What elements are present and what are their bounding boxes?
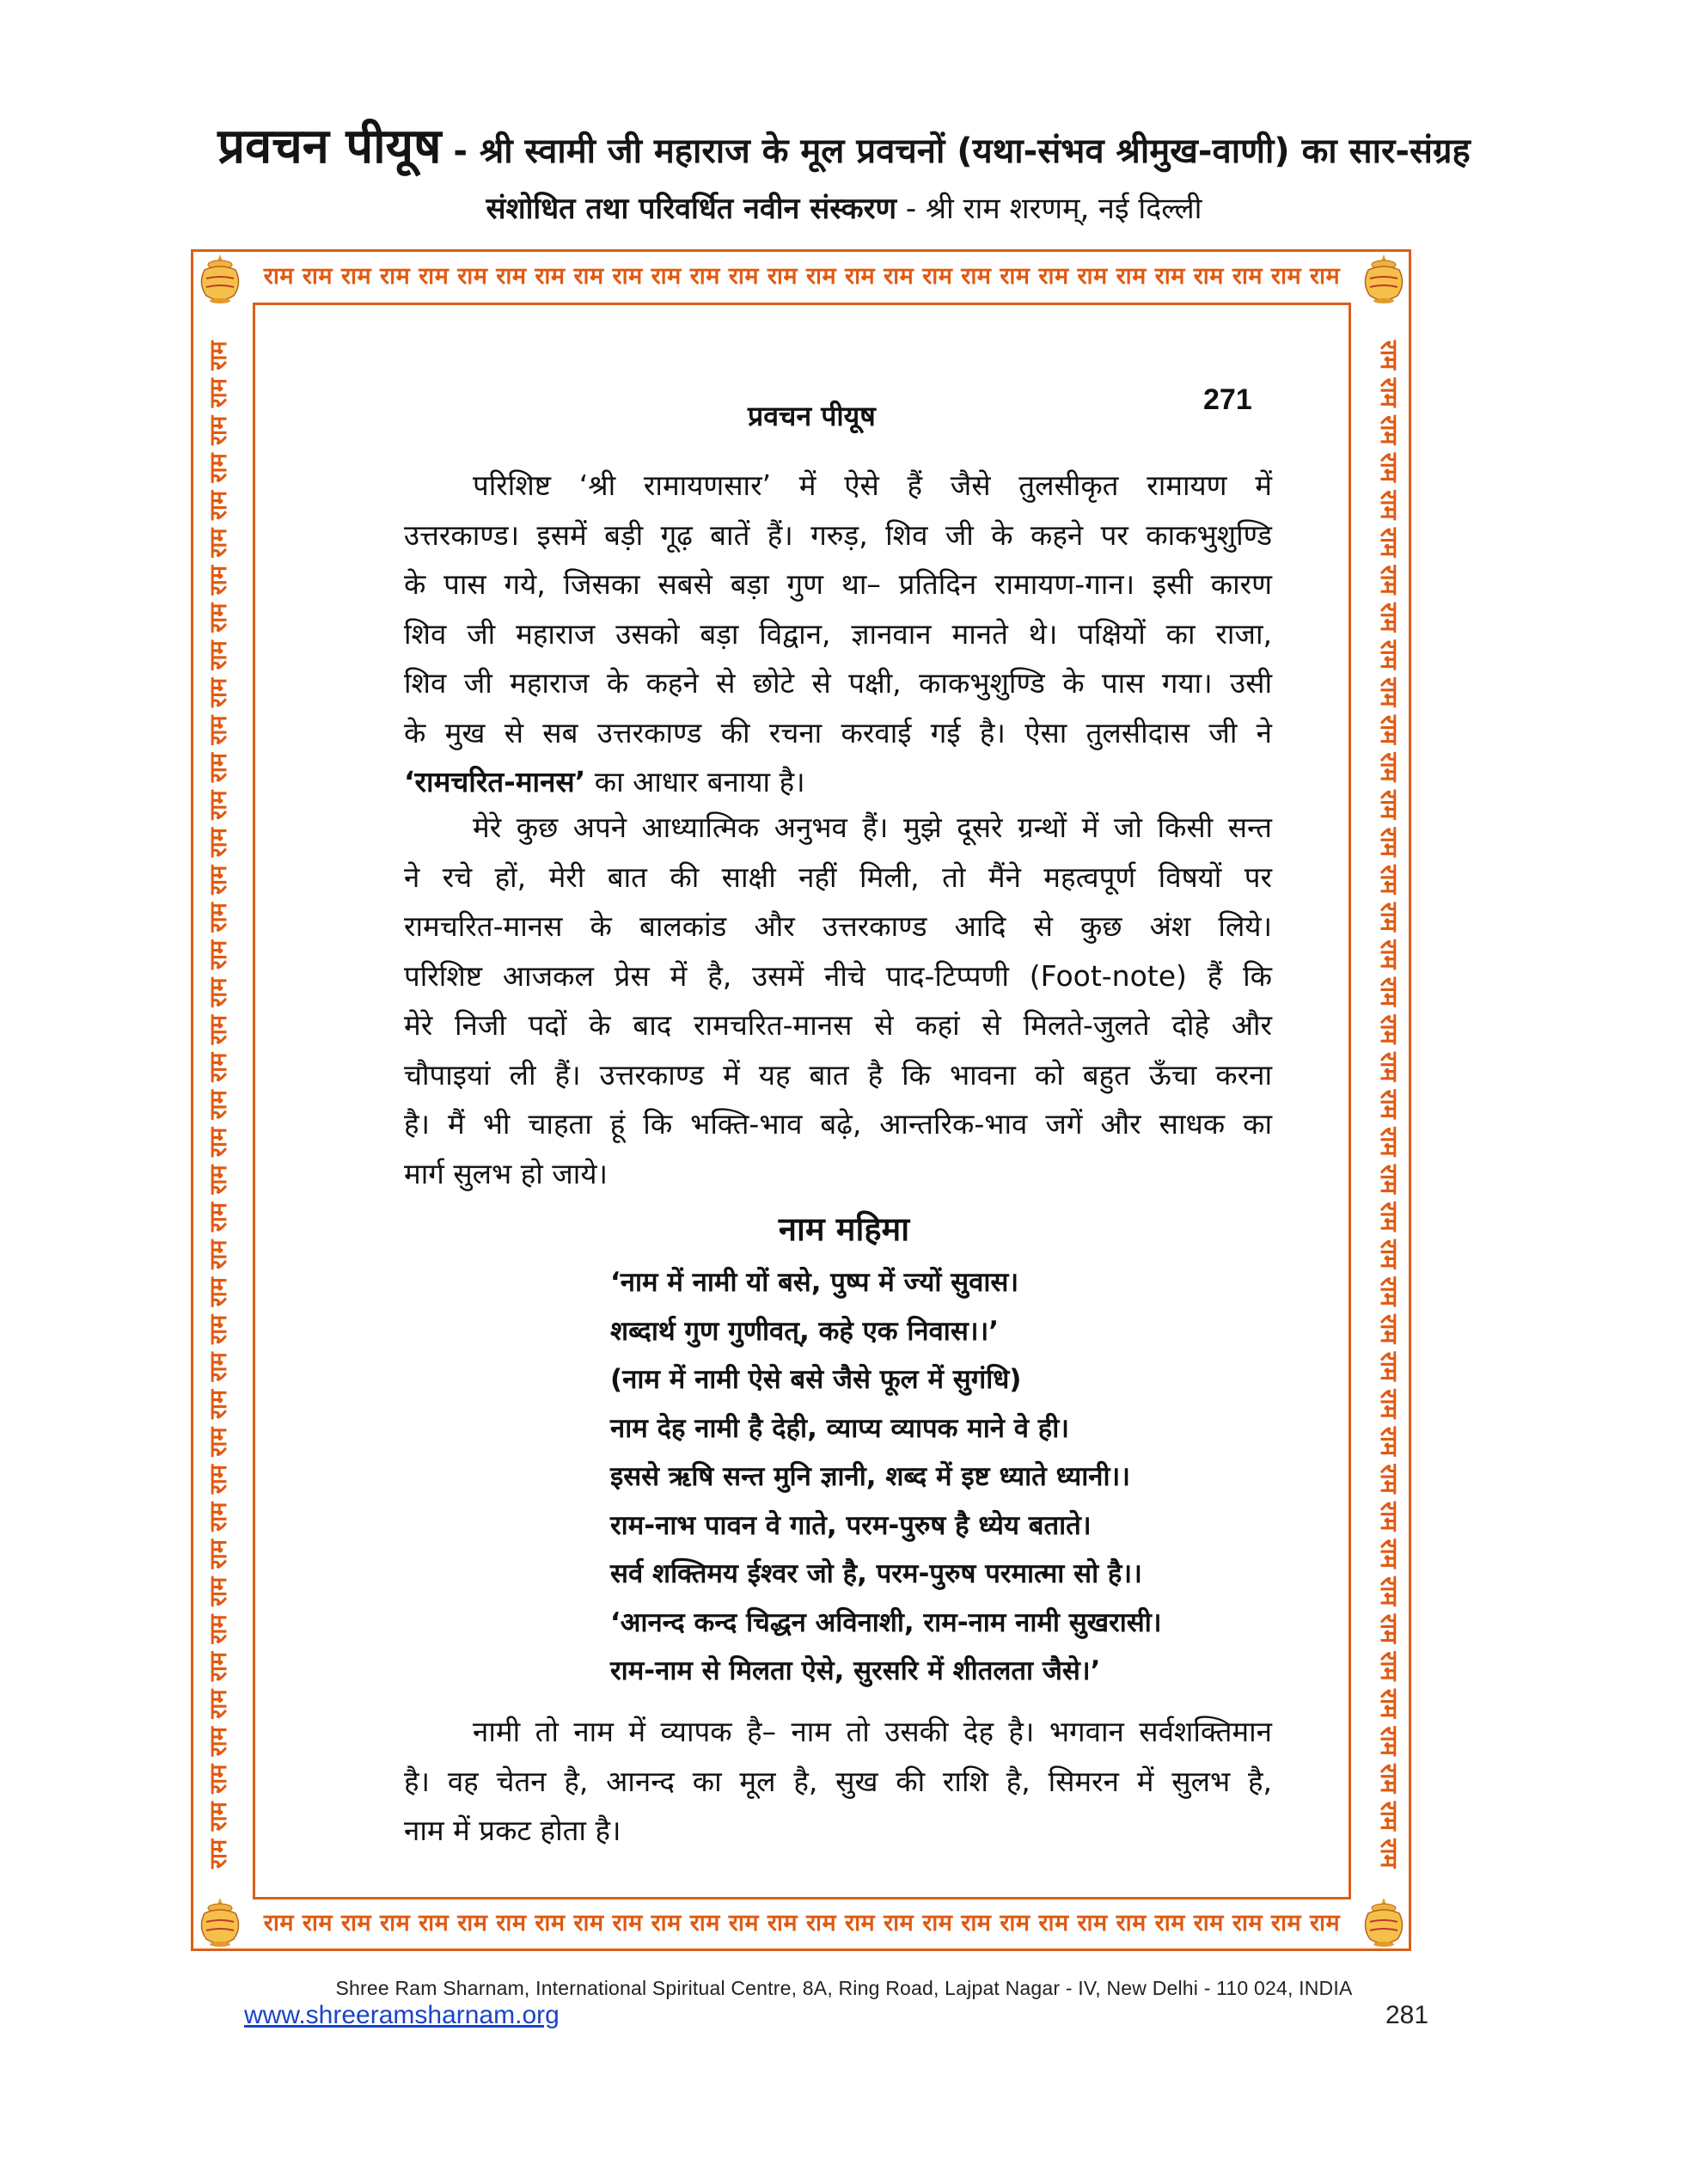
text-line: है। वह चेतन है, आनन्द का मूल है, सुख की राशि है, सिमरन में सुलभ है, — [404, 1764, 1272, 1798]
book-name: ‘रामचरित-मानस’ — [404, 765, 586, 798]
book-title: प्रवचन पीयूष — [217, 119, 442, 174]
document-header-title — [0, 112, 1688, 177]
kalash-icon — [1360, 1896, 1408, 1949]
text-line: उत्तरकाण्ड। इसमें बड़ी गूढ़ बातें हैं। गरुड़, शिव जी के कहने पर काकभुशुण्डि — [404, 517, 1272, 552]
text-line: चौपाइयां ली हैं। उत्तरकाण्ड में यह बात है कि भावना को बहुत ऊँचा करना — [404, 1057, 1272, 1092]
text-fragment: का आधार बनाया है। — [585, 765, 805, 798]
verse-line: शब्दार्थ गुण गुणीवत्, कहे एक निवास।।’ — [610, 1315, 1000, 1347]
verse-line: (नाम में नामी ऐसे बसे जैसे फूल में सुगंधि) — [610, 1364, 1022, 1395]
kalash-icon — [1360, 253, 1408, 306]
text-line: नाम में प्रकट होता है। — [404, 1814, 621, 1847]
page-running-title: प्रवचन पीयूष — [748, 400, 876, 432]
text-line: मेरे कुछ अपने आध्यात्मिक अनुभव हैं। मुझे दूसरे ग्रन्थों में जो किसी सन्त — [473, 811, 1272, 844]
ram-border-bottom: राम राम राम राम राम राम राम राम राम राम राम राम राम राम राम राम राम राम राम राम राम राम राम राम राम राम राम राम — [263, 1910, 1341, 1936]
ram-border-top: राम राम राम राम राम राम राम राम राम राम राम राम राम राम राम राम राम राम राम राम राम राम राम राम राम राम राम राम — [263, 263, 1341, 290]
website-link[interactable]: www.shreeramsharnam.org — [244, 2001, 560, 2029]
text-line: है। मैं भी चाहता हूं कि भक्ति-भाव बढ़े, आन्तरिक-भाव जगें और साधक का — [404, 1107, 1272, 1141]
section-heading: नाम महिमा — [778, 1210, 910, 1248]
paragraph — [404, 1707, 1272, 1856]
text-line: रामचरित-मानस के बालकांड और उत्तरकाण्ड आदि से कुछ अंश लिये। — [404, 909, 1272, 943]
ram-border-right: राम राम राम राम राम राम राम राम राम राम राम राम राम राम राम राम राम राम राम राम राम राम राम राम राम राम राम राम राम राम राम राम राम राम राम राम राम राम राम राम राम — [1375, 340, 1402, 1869]
footer-page-number: 281 — [1385, 2001, 1429, 2029]
verse-line: ‘आनन्द कन्द चिद्धन अविनाशी, राम-नाम नामी सुखरासी। — [610, 1606, 1162, 1638]
publisher-label: - श्री राम शरणम्, नई दिल्ली — [896, 192, 1202, 226]
text-line — [404, 757, 1272, 807]
text-line: के मुख से सब उत्तरकाण्ड की रचना करवाई गई है। ऐसा तुलसीदास जी ने — [404, 715, 1272, 749]
text-line: शिव जी महाराज के कहने से छोटे से पक्षी, काकभुशुण्डि के पास गया। उसी — [404, 666, 1272, 700]
text-line: मार्ग सुलभ हो जाये। — [404, 1156, 608, 1190]
page-number: 271 — [1203, 383, 1252, 416]
text-line: मेरे निजी पदों के बाद रामचरित-मानस से कहां से मिलते-जुलते दोहे और — [404, 1008, 1272, 1042]
text-line: नामी तो नाम में व्यापक है– नाम तो उसकी देह है। भगवान सर्वशक्तिमान — [473, 1715, 1272, 1748]
ram-border-left: राम राम राम राम राम राम राम राम राम राम राम राम राम राम राम राम राम राम राम राम राम राम राम राम राम राम राम राम राम राम राम राम राम राम राम राम राम राम राम राम राम — [205, 340, 232, 1869]
verse-line: राम-नाभ पावन वे गाते, परम-पुरुष है ध्येय बताते। — [610, 1509, 1092, 1541]
verse-line: नाम देह नामी है देही, व्याप्य व्यापक माने वे ही। — [610, 1412, 1070, 1444]
text-line: शिव जी महाराज उसको बड़ा विद्वान, ज्ञानवान मानते थे। पक्षियों का राजा, — [404, 616, 1272, 651]
paragraph — [404, 461, 1272, 807]
verse-line: इससे ऋषि सन्त मुनि ज्ञानी, शब्द में इष्ट ध्याते ध्यानी।। — [610, 1461, 1130, 1492]
edition-label: संशोधित तथा परिवर्धित नवीन संस्करण — [486, 192, 897, 226]
verse-line: सर्व शक्तिमय ईश्वर जो है, परम-पुरुष परमात्मा सो है।। — [610, 1558, 1142, 1589]
kalash-icon — [196, 253, 244, 306]
text-line: परिशिष्ट आजकल प्रेस में है, उसमें नीचे पाद-टिप्पणी (Foot-note) हैं कि — [404, 958, 1272, 993]
verse-block — [610, 1258, 1162, 1696]
text-line: ने रचे हों, मेरी बात की साक्षी नहीं मिली, तो मैंने महत्वपूर्ण विषयों पर — [404, 860, 1272, 894]
kalash-icon — [196, 1896, 244, 1949]
text-line: परिशिष्ट ‘श्री रामायणसार’ में ऐसे हैं जैसे तुलसीकृत रामायण में — [473, 468, 1272, 502]
document-header-subtitle — [0, 187, 1688, 227]
text-line: के पास गये, जिसका सबसे बड़ा गुण था– प्रतिदिन रामायण-गान। इसी कारण — [404, 567, 1272, 601]
book-description: - श्री स्वामी जी महाराज के मूल प्रवचनों (यथा-संभव श्रीमुख-वाणी) का सार-संग्रह — [441, 132, 1471, 171]
paragraph — [404, 803, 1272, 1198]
footer-address: Shree Ram Sharnam, International Spiritual Centre, 8A, Ring Road, Lajpat Nagar - IV, New Delhi - 110 024, INDIA — [335, 1977, 1353, 1999]
verse-line: ‘नाम में नामी यों बसे, पुष्प में ज्यों सुवास। — [610, 1267, 1019, 1298]
verse-line: राम-नाम से मिलता ऐसे, सुरसरि में शीतलता जैसे।’ — [610, 1655, 1101, 1686]
